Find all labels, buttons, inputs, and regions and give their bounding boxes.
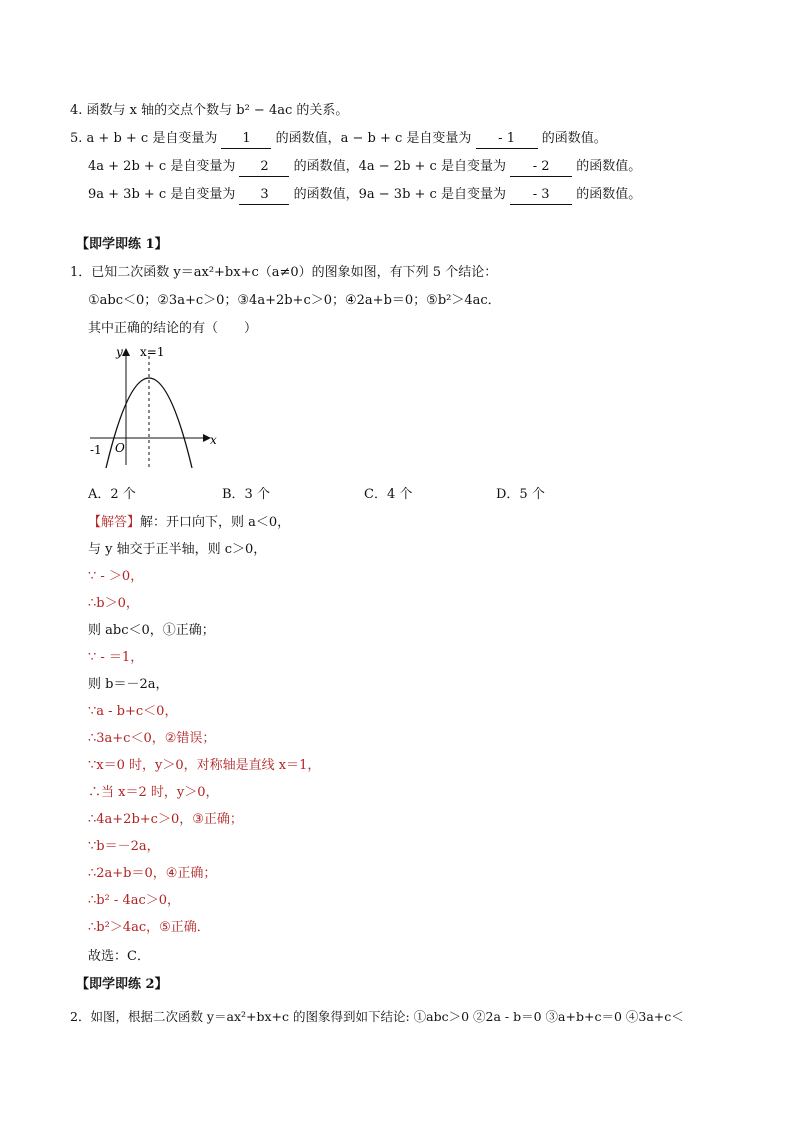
solution-line-11: ∴4a+2b+c＞0，③正确； bbox=[88, 812, 243, 827]
solution-line-9: ∵x＝0 时，y＞0，对称轴是直线 x＝1， bbox=[88, 758, 321, 773]
solution-line-5: ∵ - ＝1， bbox=[88, 650, 144, 665]
item-5-line-1-text: 5. a + b + c 是自变量为 bbox=[70, 131, 218, 146]
item-5-line-1-mid: 的函数值，a − b + c 是自变量为 bbox=[275, 131, 472, 146]
solution-line-8: ∴3a+c＜0，②错误； bbox=[88, 731, 216, 746]
blank-answer: 2 bbox=[239, 158, 289, 177]
solution-line-7: ∵a - b+c＜0， bbox=[88, 704, 178, 719]
option-c: C．4 个 bbox=[364, 487, 413, 502]
item-5-line-2-end: 的函数值。 bbox=[576, 159, 642, 174]
question-1-ask: 其中正确的结论的有（ ） bbox=[88, 321, 258, 336]
solution-line-16: 故选：C． bbox=[88, 949, 150, 964]
solution-text: 解：开口向下，则 a＜0， bbox=[140, 515, 291, 530]
solution-label: 【解答】 bbox=[88, 515, 141, 530]
neg-one-label: -1 bbox=[90, 443, 102, 457]
item-5-line-2-text: 4a + 2b + c 是自变量为 bbox=[88, 159, 236, 174]
solution-line-2: ∵ - ＞0， bbox=[88, 569, 144, 584]
practice-2-heading: 【即学即练 2】 bbox=[76, 977, 168, 992]
solution-line-1: 与 y 轴交于正半轴，则 c＞0， bbox=[88, 542, 267, 557]
solution-line-6: 则 b＝－2a， bbox=[88, 677, 169, 692]
symmetry-axis-label: x=1 bbox=[140, 345, 165, 359]
origin-label: O bbox=[115, 441, 125, 455]
item-5-line-3 bbox=[88, 186, 641, 205]
item-5-line-3-text: 9a + 3b + c 是自变量为 bbox=[88, 187, 236, 202]
item-5-line-1-end: 的函数值。 bbox=[541, 131, 607, 146]
item-5-line-2 bbox=[88, 158, 641, 177]
x-axis-label: x bbox=[210, 433, 217, 447]
solution-line-15: ∴b²＞4ac，⑤正确． bbox=[88, 920, 210, 935]
solution-line-12: ∵b＝－2a， bbox=[88, 839, 160, 854]
solution-line-4: 则 abc＜0，①正确； bbox=[88, 623, 215, 638]
item-5-line-2-mid: 的函数值，4a − 2b + c 是自变量为 bbox=[293, 159, 506, 174]
solution-line-13: ∴2a+b＝0，④正确； bbox=[88, 866, 217, 881]
item-5-line-3-mid: 的函数值，9a − 3b + c 是自变量为 bbox=[293, 187, 506, 202]
question-1-statements: ①abc＜0；②3a+c＞0；③4a+2b+c＞0；④2a+b＝0；⑤b²＞4ac． bbox=[88, 293, 501, 308]
item-5-line-1 bbox=[70, 130, 607, 149]
solution-line-10: ∴当 x＝2 时，y＞0， bbox=[88, 785, 219, 800]
y-axis-label: y bbox=[116, 345, 123, 359]
blank-answer: - 1 bbox=[476, 130, 538, 149]
blank-answer: - 3 bbox=[510, 186, 572, 205]
item-5-line-3-end: 的函数值。 bbox=[576, 187, 642, 202]
option-a: A．2 个 bbox=[88, 487, 136, 502]
parabola-graph bbox=[84, 340, 224, 470]
solution-line-0 bbox=[88, 514, 290, 532]
question-1: 1．已知二次函数 y＝ax²+bx+c（a≠0）的图象如图，有下列 5 个结论： bbox=[70, 265, 498, 280]
blank-answer: 1 bbox=[221, 130, 271, 149]
option-b: B．3 个 bbox=[222, 487, 270, 502]
option-d: D．5 个 bbox=[496, 487, 545, 502]
solution-line-3: ∴b＞0， bbox=[88, 596, 139, 611]
practice-1-heading: 【即学即练 1】 bbox=[76, 237, 168, 252]
blank-answer: 3 bbox=[239, 186, 289, 205]
question-2: 2．如图，根据二次函数 y＝ax²+bx+c 的图象得到如下结论: ①abc＞0 ②2a - b＝0 ③a+b+c＝0 ④3a+c＜ bbox=[70, 1009, 684, 1024]
item-4: 4. 函数与 x 轴的交点个数与 b² − 4ac 的关系。 bbox=[70, 103, 349, 118]
solution-line-14: ∴b² - 4ac＞0， bbox=[88, 893, 181, 908]
blank-answer: - 2 bbox=[510, 158, 572, 177]
